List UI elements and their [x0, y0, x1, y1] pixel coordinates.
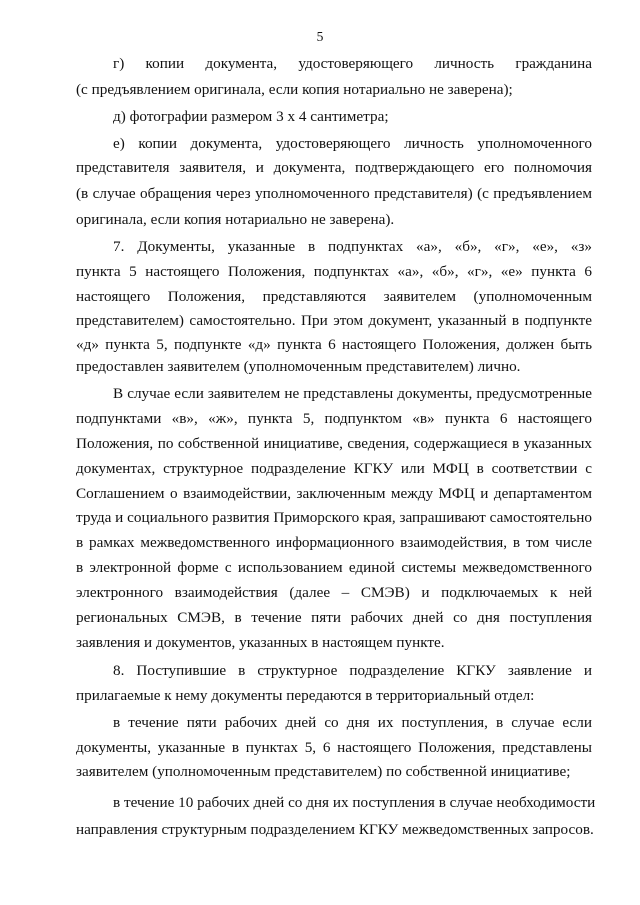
text-line: представителем) самостоятельно. При этом документ, указанный в подпункте	[76, 312, 592, 329]
text-line: представителя заявителя, и документа, подтверждающего его полномочия	[76, 159, 592, 176]
text-line: В случае если заявителем не представлены документы, предусмотренные	[113, 385, 592, 402]
text-line: д) фотографии размером 3 х 4 сантиметра;	[113, 108, 389, 125]
text-line: документы, указанные в пунктах 5, 6 настоящего Положения, представлены	[76, 739, 592, 756]
text-line: в течение пяти рабочих дней со дня их поступления, в случае если	[113, 714, 592, 731]
text-line: настоящего Положения, представляются заявителем (уполномоченным	[76, 288, 592, 305]
text-line: электронного взаимодействия (далее – СМЭВ) и подключаемых к ней	[76, 584, 592, 601]
text-line: г) копии документа, удостоверяющего личность гражданина	[113, 55, 592, 72]
text-line: региональных СМЭВ, в течение пяти рабочих дней со дня поступления	[76, 609, 592, 626]
text-line: предоставлен заявителем (уполномоченным представителем) лично.	[76, 358, 521, 375]
text-line: пункта 5 настоящего Положения, подпунктах «а», «б», «г», «е» пункта 6	[76, 263, 592, 280]
text-line: прилагаемые к нему документы передаются в территориальный отдел:	[76, 687, 535, 704]
text-line: заявителем (уполномоченным представителем) по собственной инициативе;	[76, 763, 571, 780]
text-line: направления структурным подразделением КГКУ межведомственных запросов.	[76, 821, 594, 838]
text-line: оригинала, если копия нотариально не заверена).	[76, 211, 395, 228]
text-line: «д» пункта 5, подпункте «д» пункта 6 настоящего Положения, должен быть	[76, 336, 592, 353]
text-line: заявления и документов, указанных в настоящем пункте.	[76, 634, 445, 651]
text-line: 8. Поступившие в структурное подразделение КГКУ заявление и	[113, 662, 592, 679]
text-line: (в случае обращения через уполномоченного представителя) (с предъявлением	[76, 185, 592, 202]
text-line: документах, структурное подразделение КГКУ или МФЦ в соответствии с	[76, 460, 592, 477]
text-line: (с предъявлением оригинала, если копия нотариально не заверена);	[76, 81, 513, 98]
text-line: подпунктами «в», «ж», пункта 5, подпунктом «в» пункта 6 настоящего	[76, 410, 592, 427]
text-line: е) копии документа, удостоверяющего личность уполномоченного	[113, 135, 592, 152]
text-line: 7. Документы, указанные в подпунктах «а», «б», «г», «е», «з»	[113, 238, 592, 255]
page-number: 5	[316, 29, 324, 44]
text-line: Соглашением о взаимодействии, заключенным между МФЦ и департаментом	[76, 485, 592, 502]
text-line: труда и социального развития Приморского края, запрашивают самостоятельно	[76, 509, 592, 526]
text-line: в течение 10 рабочих дней со дня их поступления в случае необходимости	[113, 794, 596, 811]
text-line: Положения, по собственной инициативе, сведения, содержащиеся в указанных	[76, 435, 592, 452]
text-line: в электронной форме с использованием единой системы межведомственного	[76, 559, 592, 576]
text-line: в рамках межведомственного информационного взаимодействия, в том числе	[76, 534, 592, 551]
